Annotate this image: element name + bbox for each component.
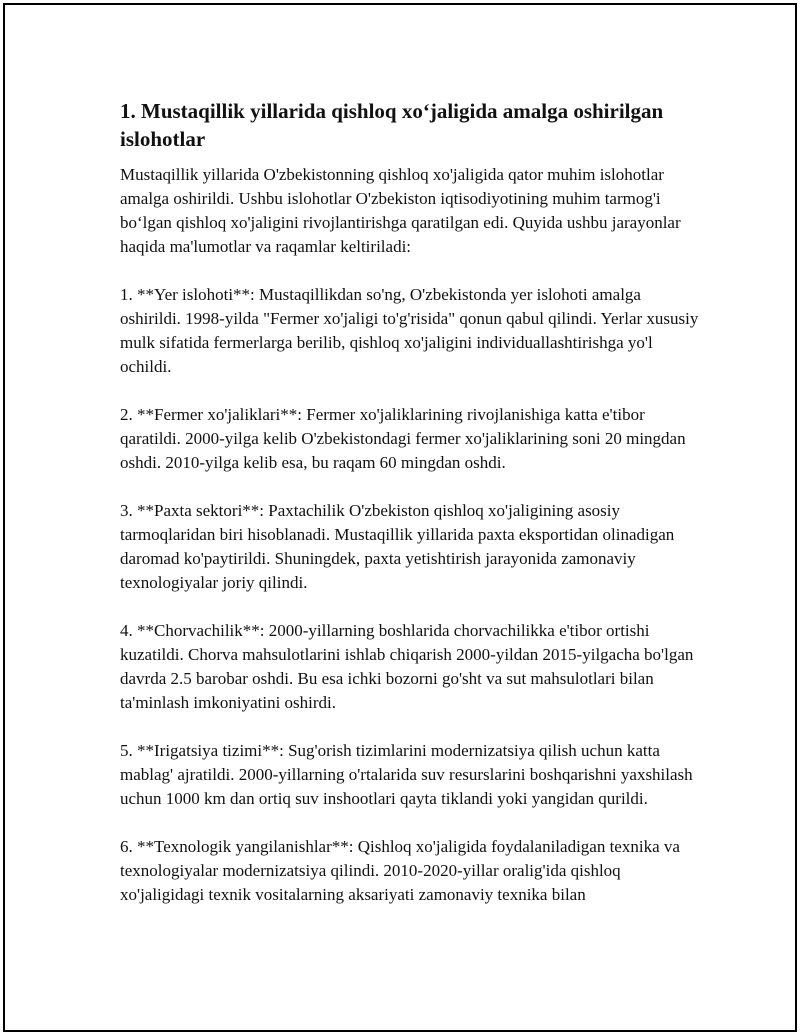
paragraph-livestock: 4. **Chorvachilik**: 2000-yillarning boshlarida chorvachilikka e'tibor ortishi kuzatildi. Chorva mahsulotlarini ishlab chiqarish 2000-yildan 2015-yilgacha bo'lgan davrda 2.5 barobar oshdi. Bu esa ichki bozorni go'sht va sut mahsulotlari bilan ta'minlash imkoniyatini oshirdi.: [120, 621, 694, 712]
intro-paragraph: Mustaqillik yillarida O'zbekistonning qishloq xo'jaligida qator muhim islohotlar amalga oshirildi. Ushbu islohotlar O'zbekiston iqtisodiyotining muhim tarmog'i bo‘lgan qishloq xo'jaligini rivojlantirishga qaratilgan edi. Quyida ushbu jarayonlar haqida ma'lumotlar va raqamlar keltiriladi:: [120, 165, 681, 256]
document-body: [120, 97, 700, 931]
document-page: [3, 3, 797, 1032]
paragraph-farms: 2. **Fermer xo'jaliklari**: Fermer xo'jaliklarining rivojlanishiga katta e'tibor qaratildi. 2000-yilga kelib O'zbekistondagi fermer xo'jaliklarining soni 20 mingdan oshdi. 2010-yilga kelib esa, bu raqam 60 mingdan oshdi.: [120, 405, 686, 472]
document-title: 1. Mustaqillik yillarida qishloq xo‘jaligida amalga oshirilgan islohotlar: [120, 99, 664, 151]
paragraph-irrigation: 5. **Irigatsiya tizimi**: Sug'orish tizimlarini modernizatsiya qilish uchun katta mablag' ajratildi. 2000-yillarning o'rtalarida suv resurslarini boshqarishni yaxshilash uchun 1000 km dan ortiq suv inshootlari qayta tiklandi yoki yangidan qurildi.: [120, 741, 693, 808]
paragraph-technology: 6. **Texnologik yangilanishlar**: Qishloq xo'jaligida foydalaniladigan texnika va texnologiyalar modernizatsiya qilindi. 2010-2020-yillar oralig'ida qishloq xo'jaligidagi texnik vositalarning aksariyati zamonaviy texnika bilan: [120, 837, 680, 904]
paragraph-land-reform: 1. **Yer islohoti**: Mustaqillikdan so'ng, O'zbekistonda yer islohoti amalga oshirildi. 1998-yilda "Fermer xo'jaligi to'g'risida" qonun qabul qilindi. Yerlar xususiy mulk sifatida fermerlarga berilib, qishloq xo'jaligini individuallashtirishga yo'l ochildi.: [120, 285, 699, 376]
paragraph-cotton-sector: 3. **Paxta sektori**: Paxtachilik O'zbekiston qishloq xo'jaligining asosiy tarmoqlaridan biri hisoblanadi. Mustaqillik yillarida paxta eksportidan olinadigan daromad ko'paytirildi. Shuningdek, paxta yetishtirish jarayonida zamonaviy texnologiyalar joriy qilindi.: [120, 501, 675, 592]
